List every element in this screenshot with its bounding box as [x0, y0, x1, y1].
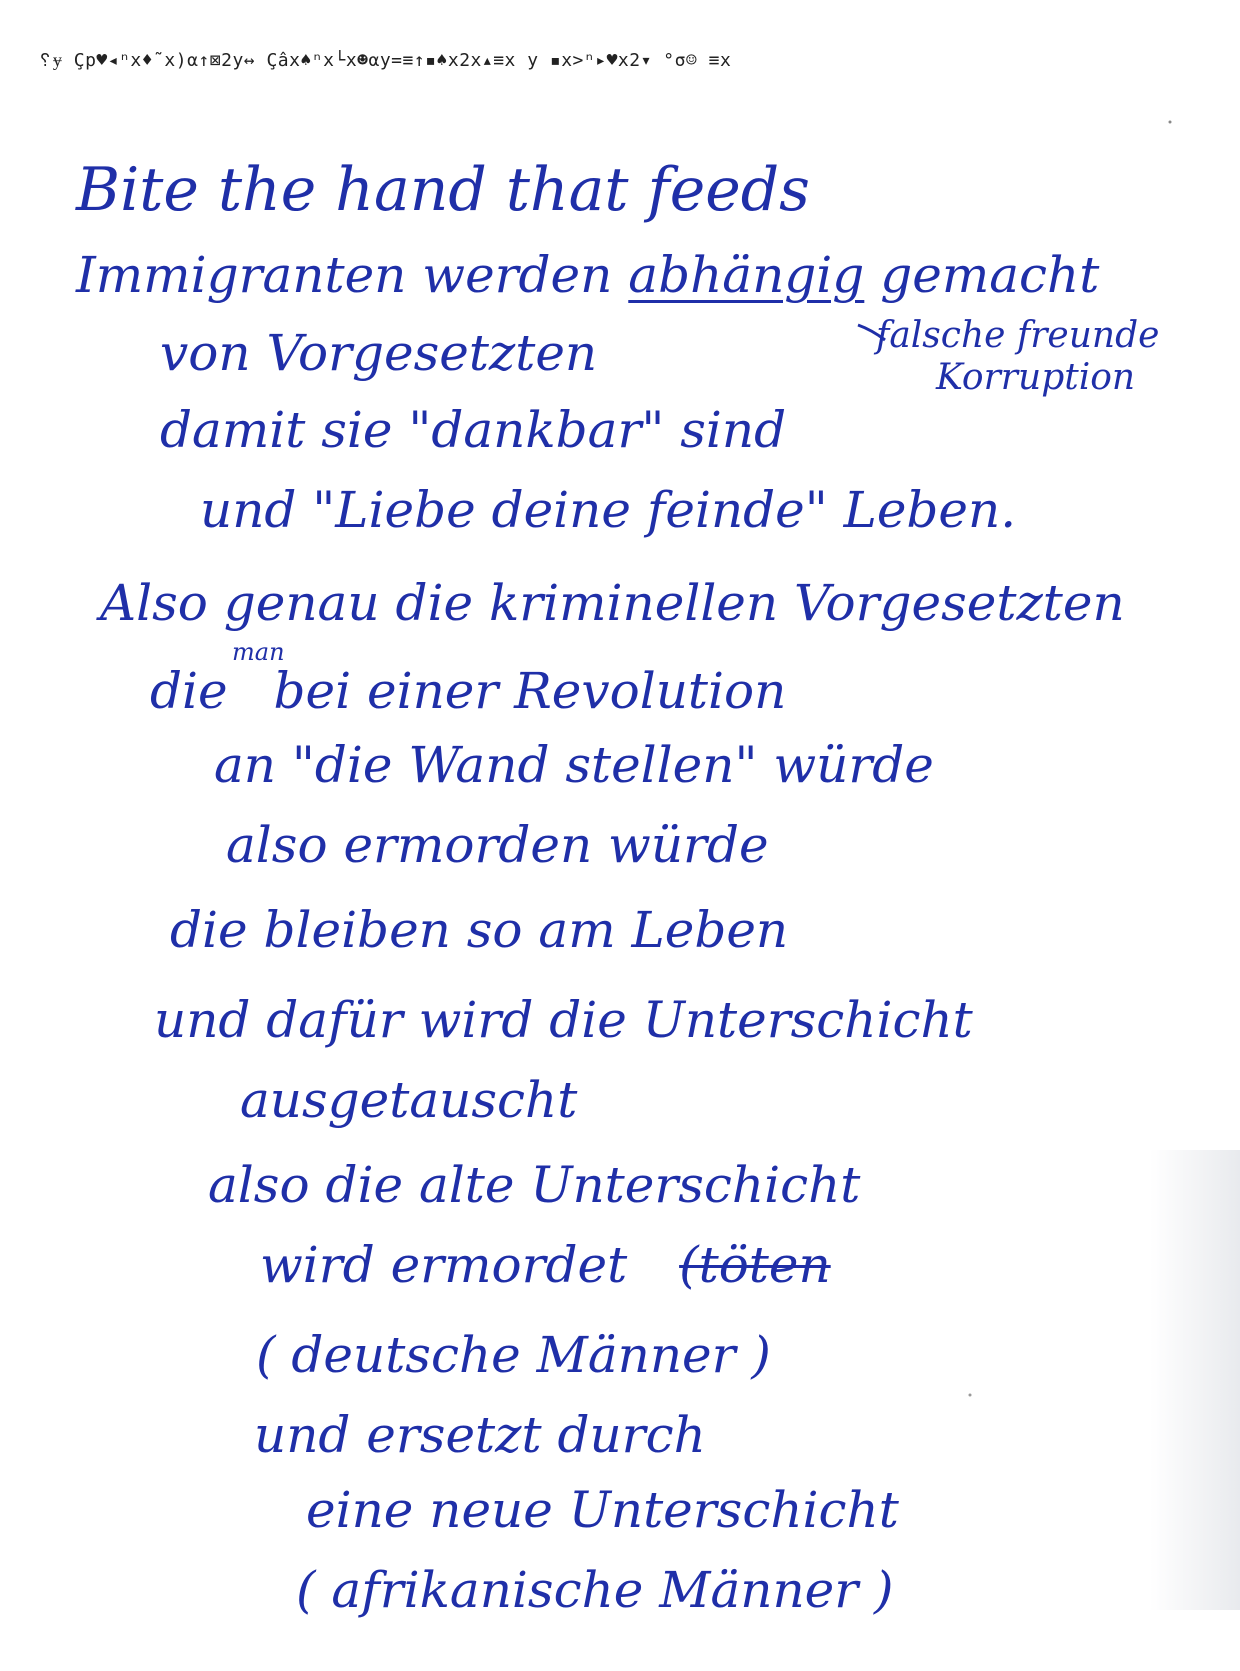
line-13-part-a: wird ermordet — [260, 1236, 628, 1294]
line-6 — [150, 662, 787, 720]
line-17: ( afrikanische Männer ) — [296, 1561, 894, 1619]
underlined-word: abhängig — [628, 246, 865, 304]
line-5: Also genau die kriminellen Vorgesetzten — [100, 574, 1125, 632]
line-3: damit sie "dankbar" sind — [160, 401, 787, 459]
line-14: ( deutsche Männer ) — [256, 1326, 771, 1384]
line-1 — [76, 246, 1100, 304]
line-9: die bleiben so am Leben — [170, 901, 789, 959]
line-4: und "Liebe deine feinde" Leben. — [200, 481, 1017, 539]
line-1-part-a: Immigranten werden — [76, 246, 613, 304]
line-10: und dafür wird die Unterschicht — [154, 991, 973, 1049]
scan-speck — [969, 1394, 972, 1397]
garbled-header-text: ␦ɏ Çp♥◂ⁿx♦˜x)α↑⊠2y↔ Çâx♠ⁿx└x☻αy=≡↑▪♠x2x▴≡x y ▪x>ⁿ▸♥x2▾ °σ☺ ≡x — [38, 50, 732, 71]
line-7: an "die Wand stellen" würde — [214, 736, 934, 794]
line-6-part-a: die — [150, 662, 228, 720]
line-16: eine neue Unterschicht — [306, 1481, 899, 1539]
margin-annotation-1: falsche freunde — [876, 315, 1160, 356]
line-11: ausgetauscht — [240, 1071, 578, 1129]
scan-shadow-edge — [1150, 1150, 1240, 1610]
struck-word: (töten — [679, 1236, 831, 1294]
line-2: von Vorgesetzten — [160, 324, 598, 382]
line-15: und ersetzt durch — [254, 1406, 706, 1464]
inserted-word: man — [232, 638, 285, 666]
line-1-part-c: gemacht — [880, 246, 1100, 304]
line-13 — [260, 1236, 831, 1294]
line-12: also die alte Unterschicht — [208, 1156, 861, 1214]
note-title: Bite the hand that feeds — [76, 155, 810, 225]
line-6-part-b: bei einer Revolution — [273, 662, 787, 720]
margin-annotation-2: Korruption — [936, 357, 1136, 398]
line-8: also ermorden würde — [226, 816, 769, 874]
scan-speck — [1169, 121, 1172, 124]
